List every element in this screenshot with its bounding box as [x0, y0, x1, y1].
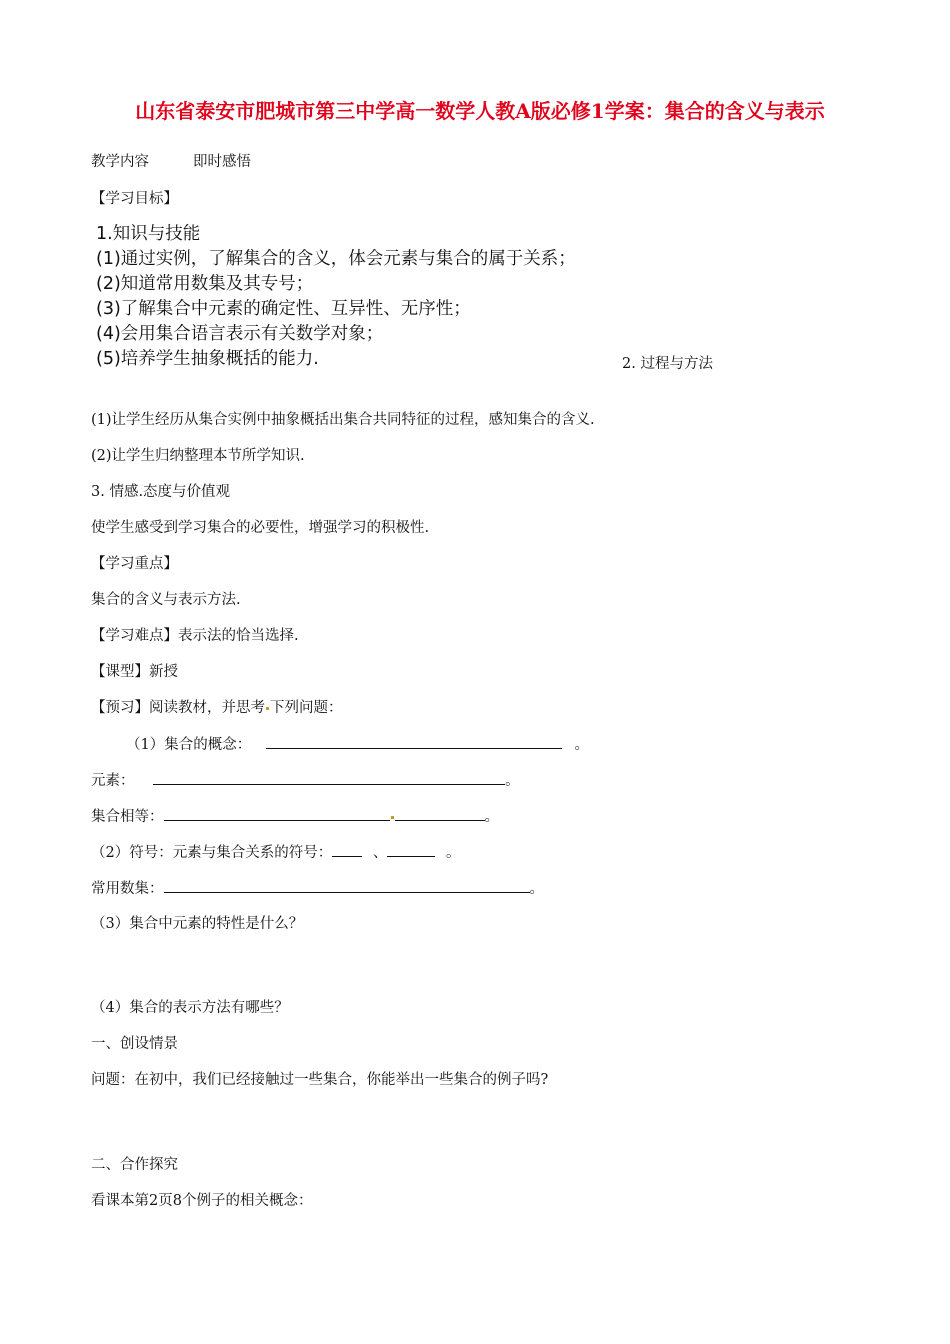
- q1-blank[interactable]: [266, 734, 562, 749]
- knowledge-item: (1)通过实例，了解集合的含义，体会元素与集合的属于关系；: [96, 249, 576, 269]
- process-item: (1)让学生经历从集合实例中抽象概括出集合共同特征的过程，感知集合的含义.: [91, 412, 595, 428]
- equal-label: 集合相等：: [91, 809, 164, 825]
- header-teaching-content: 教学内容: [91, 154, 149, 170]
- section1-heading: 一、创设情景: [91, 1036, 178, 1052]
- q2-period: 。: [445, 845, 461, 861]
- q1-label: （1）集合的概念：: [126, 737, 252, 753]
- preview-text-a: 阅读教材，并思考: [149, 700, 265, 716]
- element-blank[interactable]: [153, 770, 505, 785]
- objectives-heading: 【学习目标】: [91, 191, 178, 207]
- common-line: [91, 878, 544, 899]
- section1-text: 问题：在初中，我们已经接触过一些集合，你能举出一些集合的例子吗?: [91, 1072, 549, 1088]
- emotion-text: 使学生感受到学习集合的必要性，增强学习的积极性.: [91, 520, 430, 536]
- element-line: [91, 770, 520, 791]
- header-instant-insight: 即时感悟: [193, 154, 251, 170]
- equal-line: [91, 806, 499, 827]
- difficulty-line: [91, 626, 299, 646]
- q2-separator: 、: [372, 845, 388, 861]
- equal-blank-2[interactable]: [395, 806, 485, 821]
- q4: （4）集合的表示方法有哪些？: [91, 1000, 289, 1016]
- common-label: 常用数集：: [91, 881, 164, 897]
- process-item: (2)让学生归纳整理本节所学知识.: [91, 448, 305, 464]
- q1-period: 。: [574, 737, 589, 753]
- lesson-type-line: [91, 662, 178, 682]
- q2-line: [91, 842, 460, 863]
- preview-text-b: 下列问题：: [270, 700, 343, 716]
- knowledge-item: (2)知道常用数集及其专号；: [96, 274, 314, 294]
- q1-line: [126, 734, 589, 755]
- equal-period: 。: [484, 809, 499, 825]
- lesson-type-label: 【课型】: [91, 664, 149, 680]
- knowledge-item: (4)会用集合语言表示有关数学对象；: [96, 324, 384, 344]
- section2-text: 看课本第2页8个例子的相关概念：: [91, 1193, 313, 1209]
- mark-dot: [266, 707, 269, 710]
- q3: （3）集合中元素的特性是什么？: [91, 916, 304, 932]
- difficulty-label: 【学习难点】: [91, 628, 178, 644]
- page-title: 山东省泰安市肥城市第三中学高一数学人教A版必修1学案：集合的含义与表示: [135, 99, 825, 123]
- emotion-heading: 3. 情感.态度与价值观: [91, 484, 231, 500]
- q2-blank-2[interactable]: [387, 842, 435, 857]
- section2-heading: 二、合作探究: [91, 1157, 178, 1173]
- knowledge-heading: 1.知识与技能: [96, 224, 201, 244]
- knowledge-item: (5)培养学生抽象概括的能力.: [96, 349, 319, 369]
- element-label: 元素：: [91, 773, 135, 789]
- knowledge-item: (3)了解集合中元素的确定性、互异性、无序性；: [96, 299, 471, 319]
- preview-line: [91, 698, 343, 718]
- preview-label: 【预习】: [91, 700, 149, 716]
- element-period: 。: [505, 773, 520, 789]
- difficulty-text: 表示法的恰当选择.: [178, 628, 299, 644]
- lesson-type-text: 新授: [149, 664, 178, 680]
- mark-dot: [391, 816, 394, 819]
- q2-blank-1[interactable]: [332, 842, 362, 857]
- equal-blank[interactable]: [164, 806, 390, 821]
- common-period: 。: [529, 881, 544, 897]
- key-points-text: 集合的含义与表示方法.: [91, 592, 241, 608]
- process-heading: 2. 过程与方法: [622, 356, 713, 372]
- key-points-heading: 【学习重点】: [91, 556, 178, 572]
- common-blank[interactable]: [164, 878, 530, 893]
- q2-label: （2）符号：元素与集合关系的符号：: [91, 845, 333, 861]
